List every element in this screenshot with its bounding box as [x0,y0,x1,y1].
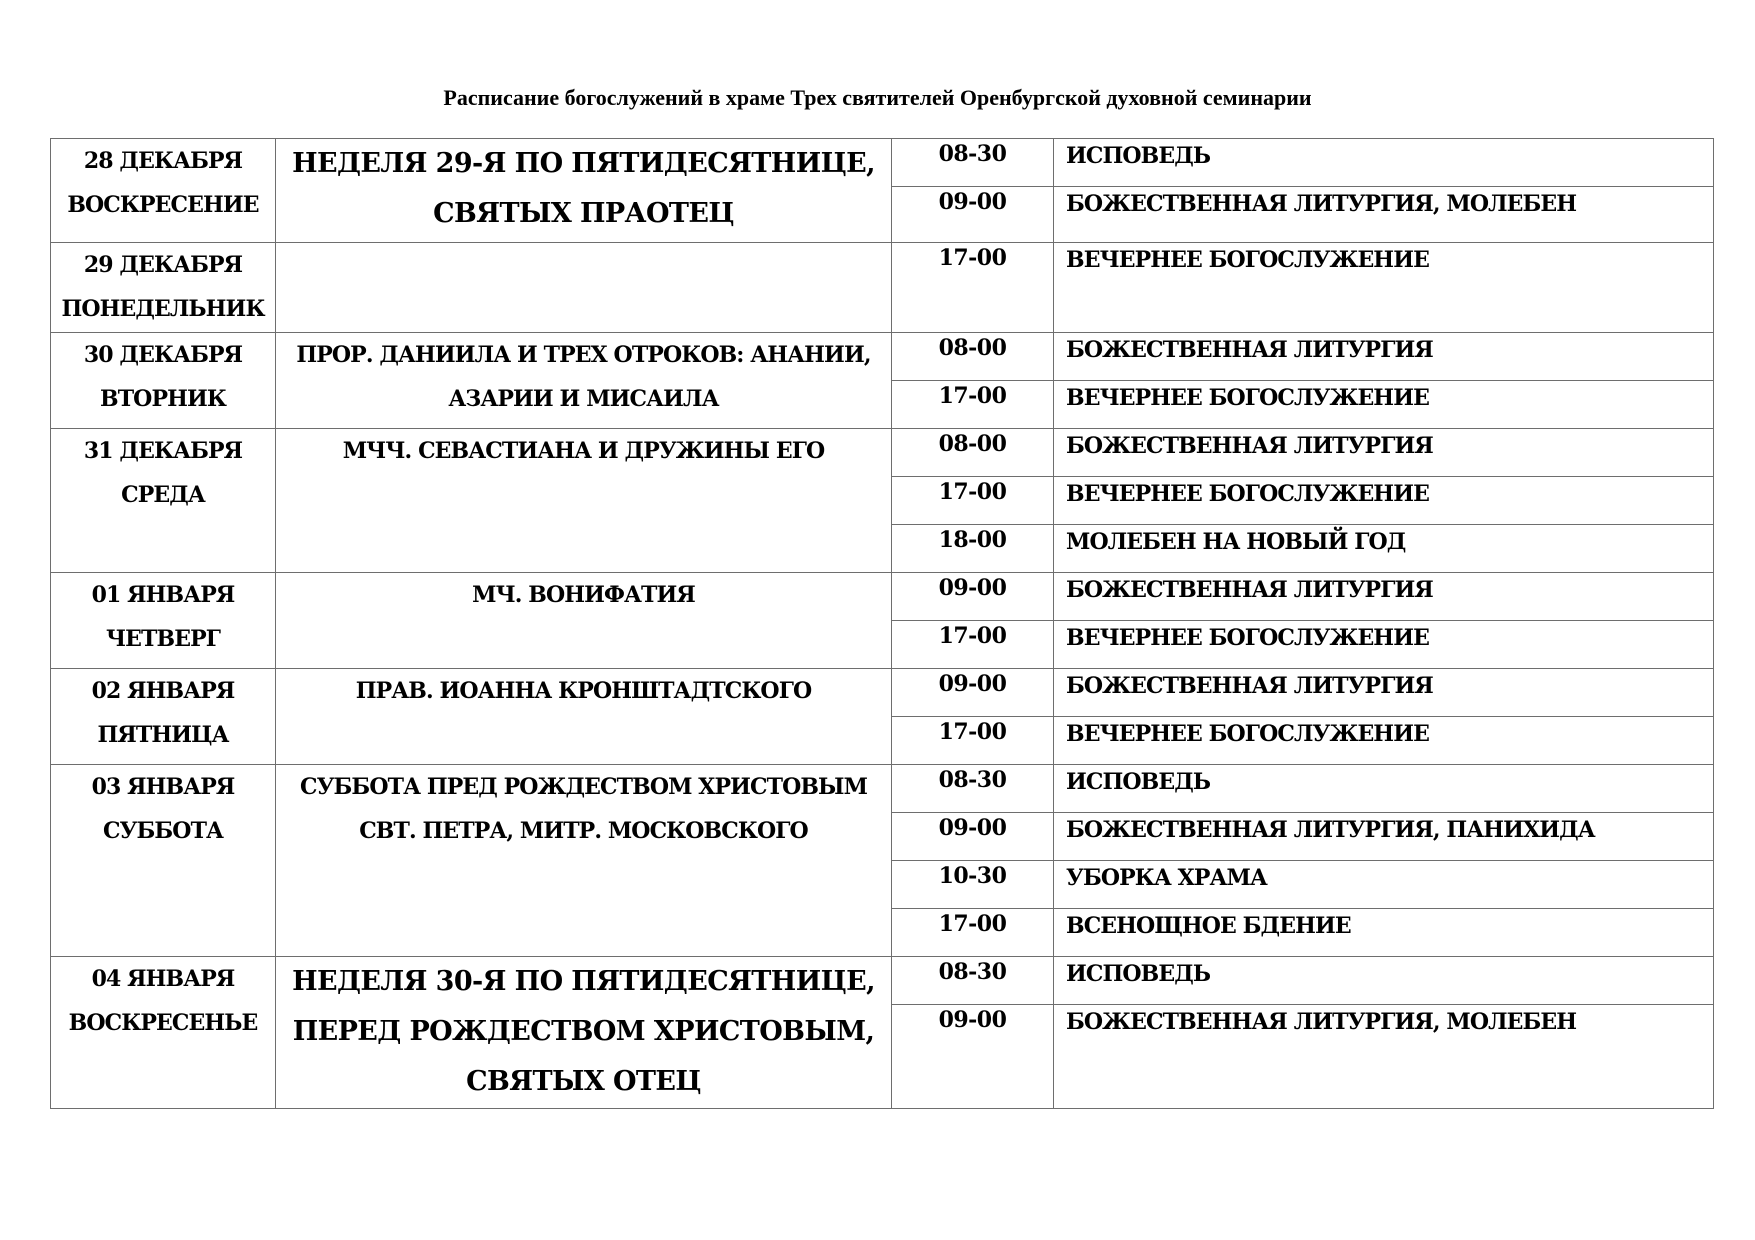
schedule-row [51,669,1714,717]
weekday-text: ЧЕТВЕРГ [105,626,221,652]
feast-cell [276,429,892,573]
service-name: БОЖЕСТВЕННАЯ ЛИТУРГИЯ [1054,333,1714,381]
service-time: 17-00 [892,381,1054,429]
schedule-row [51,765,1714,813]
service-name: БОЖЕСТВЕННАЯ ЛИТУРГИЯ [1054,669,1714,717]
service-time: 08-00 [892,429,1054,477]
feast-line: ПРОР. ДАНИИЛА И ТРЕХ ОТРОКОВ: АНАНИИ, [296,342,871,368]
service-time: 08-30 [892,957,1054,1005]
date-text: 01 ЯНВАРЯ [91,582,235,608]
service-name: ВЕЧЕРНЕЕ БОГОСЛУЖЕНИЕ [1054,243,1714,333]
weekday-text: ПЯТНИЦА [97,722,229,748]
schedule-row [51,957,1714,1005]
date-cell [51,429,276,573]
schedule-row [51,429,1714,477]
schedule-table [50,138,1714,1109]
feast-line: СВЯТЫХ ОТЕЦ [466,1066,701,1097]
feast-line: НЕДЕЛЯ 29-Я ПО ПЯТИДЕСЯТНИЦЕ, [292,148,875,179]
date-text: 31 ДЕКАБРЯ [83,438,243,464]
schedule-row [51,333,1714,381]
feast-line: МЧ. ВОНИФАТИЯ [472,582,695,608]
weekday-text: ВТОРНИК [100,386,226,412]
service-name: ИСПОВЕДЬ [1054,765,1714,813]
service-time: 17-00 [892,909,1054,957]
service-name: БОЖЕСТВЕННАЯ ЛИТУРГИЯ, МОЛЕБЕН [1054,1005,1714,1109]
date-cell [51,243,276,333]
service-name: ВЕЧЕРНЕЕ БОГОСЛУЖЕНИЕ [1054,717,1714,765]
weekday-text: СУББОТА [102,818,224,844]
feast-cell [276,669,892,765]
service-time: 10-30 [892,861,1054,909]
weekday-text: ПОНЕДЕЛЬНИК [61,296,265,322]
service-time: 17-00 [892,717,1054,765]
service-time: 09-00 [892,573,1054,621]
feast-cell [276,573,892,669]
date-cell [51,139,276,243]
date-text: 28 ДЕКАБРЯ [83,148,243,174]
date-text: 04 ЯНВАРЯ [91,966,235,992]
feast-cell [276,765,892,957]
feast-line: ПЕРЕД РОЖДЕСТВОМ ХРИСТОВЫМ, [292,1016,875,1047]
service-time: 08-00 [892,333,1054,381]
page-title: Расписание богослужений в храме Трех святителей Оренбургской духовной семинарии [443,85,1312,110]
feast-line: СВТ. ПЕТРА, МИТР. МОСКОВСКОГО [359,818,808,844]
service-time: 08-30 [892,139,1054,187]
service-time: 17-00 [892,477,1054,525]
service-time: 09-00 [892,1005,1054,1109]
date-cell [51,573,276,669]
feast-line: МЧЧ. СЕВАСТИАНА И ДРУЖИНЫ ЕГО [342,438,825,464]
service-name: ВЕЧЕРНЕЕ БОГОСЛУЖЕНИЕ [1054,621,1714,669]
service-name: БОЖЕСТВЕННАЯ ЛИТУРГИЯ [1054,573,1714,621]
weekday-text: ВОСКРЕСЕНЬЕ [68,1010,258,1036]
feast-line: ПРАВ. ИОАННА КРОНШТАДТСКОГО [355,678,812,704]
service-name: ВСЕНОЩНОЕ БДЕНИЕ [1054,909,1714,957]
schedule-row [51,243,1714,333]
date-text: 29 ДЕКАБРЯ [83,252,243,278]
service-name: БОЖЕСТВЕННАЯ ЛИТУРГИЯ, МОЛЕБЕН [1054,187,1714,243]
feast-line: СВЯТЫХ ПРАОТЕЦ [433,198,734,229]
date-cell [51,669,276,765]
date-text: 03 ЯНВАРЯ [91,774,235,800]
service-time: 09-00 [892,813,1054,861]
service-time: 17-00 [892,621,1054,669]
date-text: 02 ЯНВАРЯ [91,678,235,704]
feast-cell [276,333,892,429]
date-cell [51,957,276,1109]
feast-line: СУББОТА ПРЕД РОЖДЕСТВОМ ХРИСТОВЫМ [299,774,868,800]
service-time: 09-00 [892,669,1054,717]
schedule-row [51,139,1714,187]
feast-cell [276,243,892,333]
service-name: МОЛЕБЕН НА НОВЫЙ ГОД [1054,525,1714,573]
service-time: 09-00 [892,187,1054,243]
weekday-text: СРЕДА [121,482,205,508]
weekday-text: ВОСКРЕСЕНИЕ [67,192,259,218]
service-name: БОЖЕСТВЕННАЯ ЛИТУРГИЯ [1054,429,1714,477]
date-text: 30 ДЕКАБРЯ [83,342,243,368]
date-cell [51,765,276,957]
feast-cell [276,957,892,1109]
service-name: БОЖЕСТВЕННАЯ ЛИТУРГИЯ, ПАНИХИДА [1054,813,1714,861]
service-name: ИСПОВЕДЬ [1054,139,1714,187]
service-time: 08-30 [892,765,1054,813]
service-name: ВЕЧЕРНЕЕ БОГОСЛУЖЕНИЕ [1054,477,1714,525]
feast-cell [276,139,892,243]
service-name: УБОРКА ХРАМА [1054,861,1714,909]
schedule-row [51,573,1714,621]
service-time: 17-00 [892,243,1054,333]
service-name: ВЕЧЕРНЕЕ БОГОСЛУЖЕНИЕ [1054,381,1714,429]
date-cell [51,333,276,429]
service-name: ИСПОВЕДЬ [1054,957,1714,1005]
feast-line: АЗАРИИ И МИСАИЛА [448,386,719,412]
service-time: 18-00 [892,525,1054,573]
feast-line: НЕДЕЛЯ 30-Я ПО ПЯТИДЕСЯТНИЦЕ, [292,966,875,997]
